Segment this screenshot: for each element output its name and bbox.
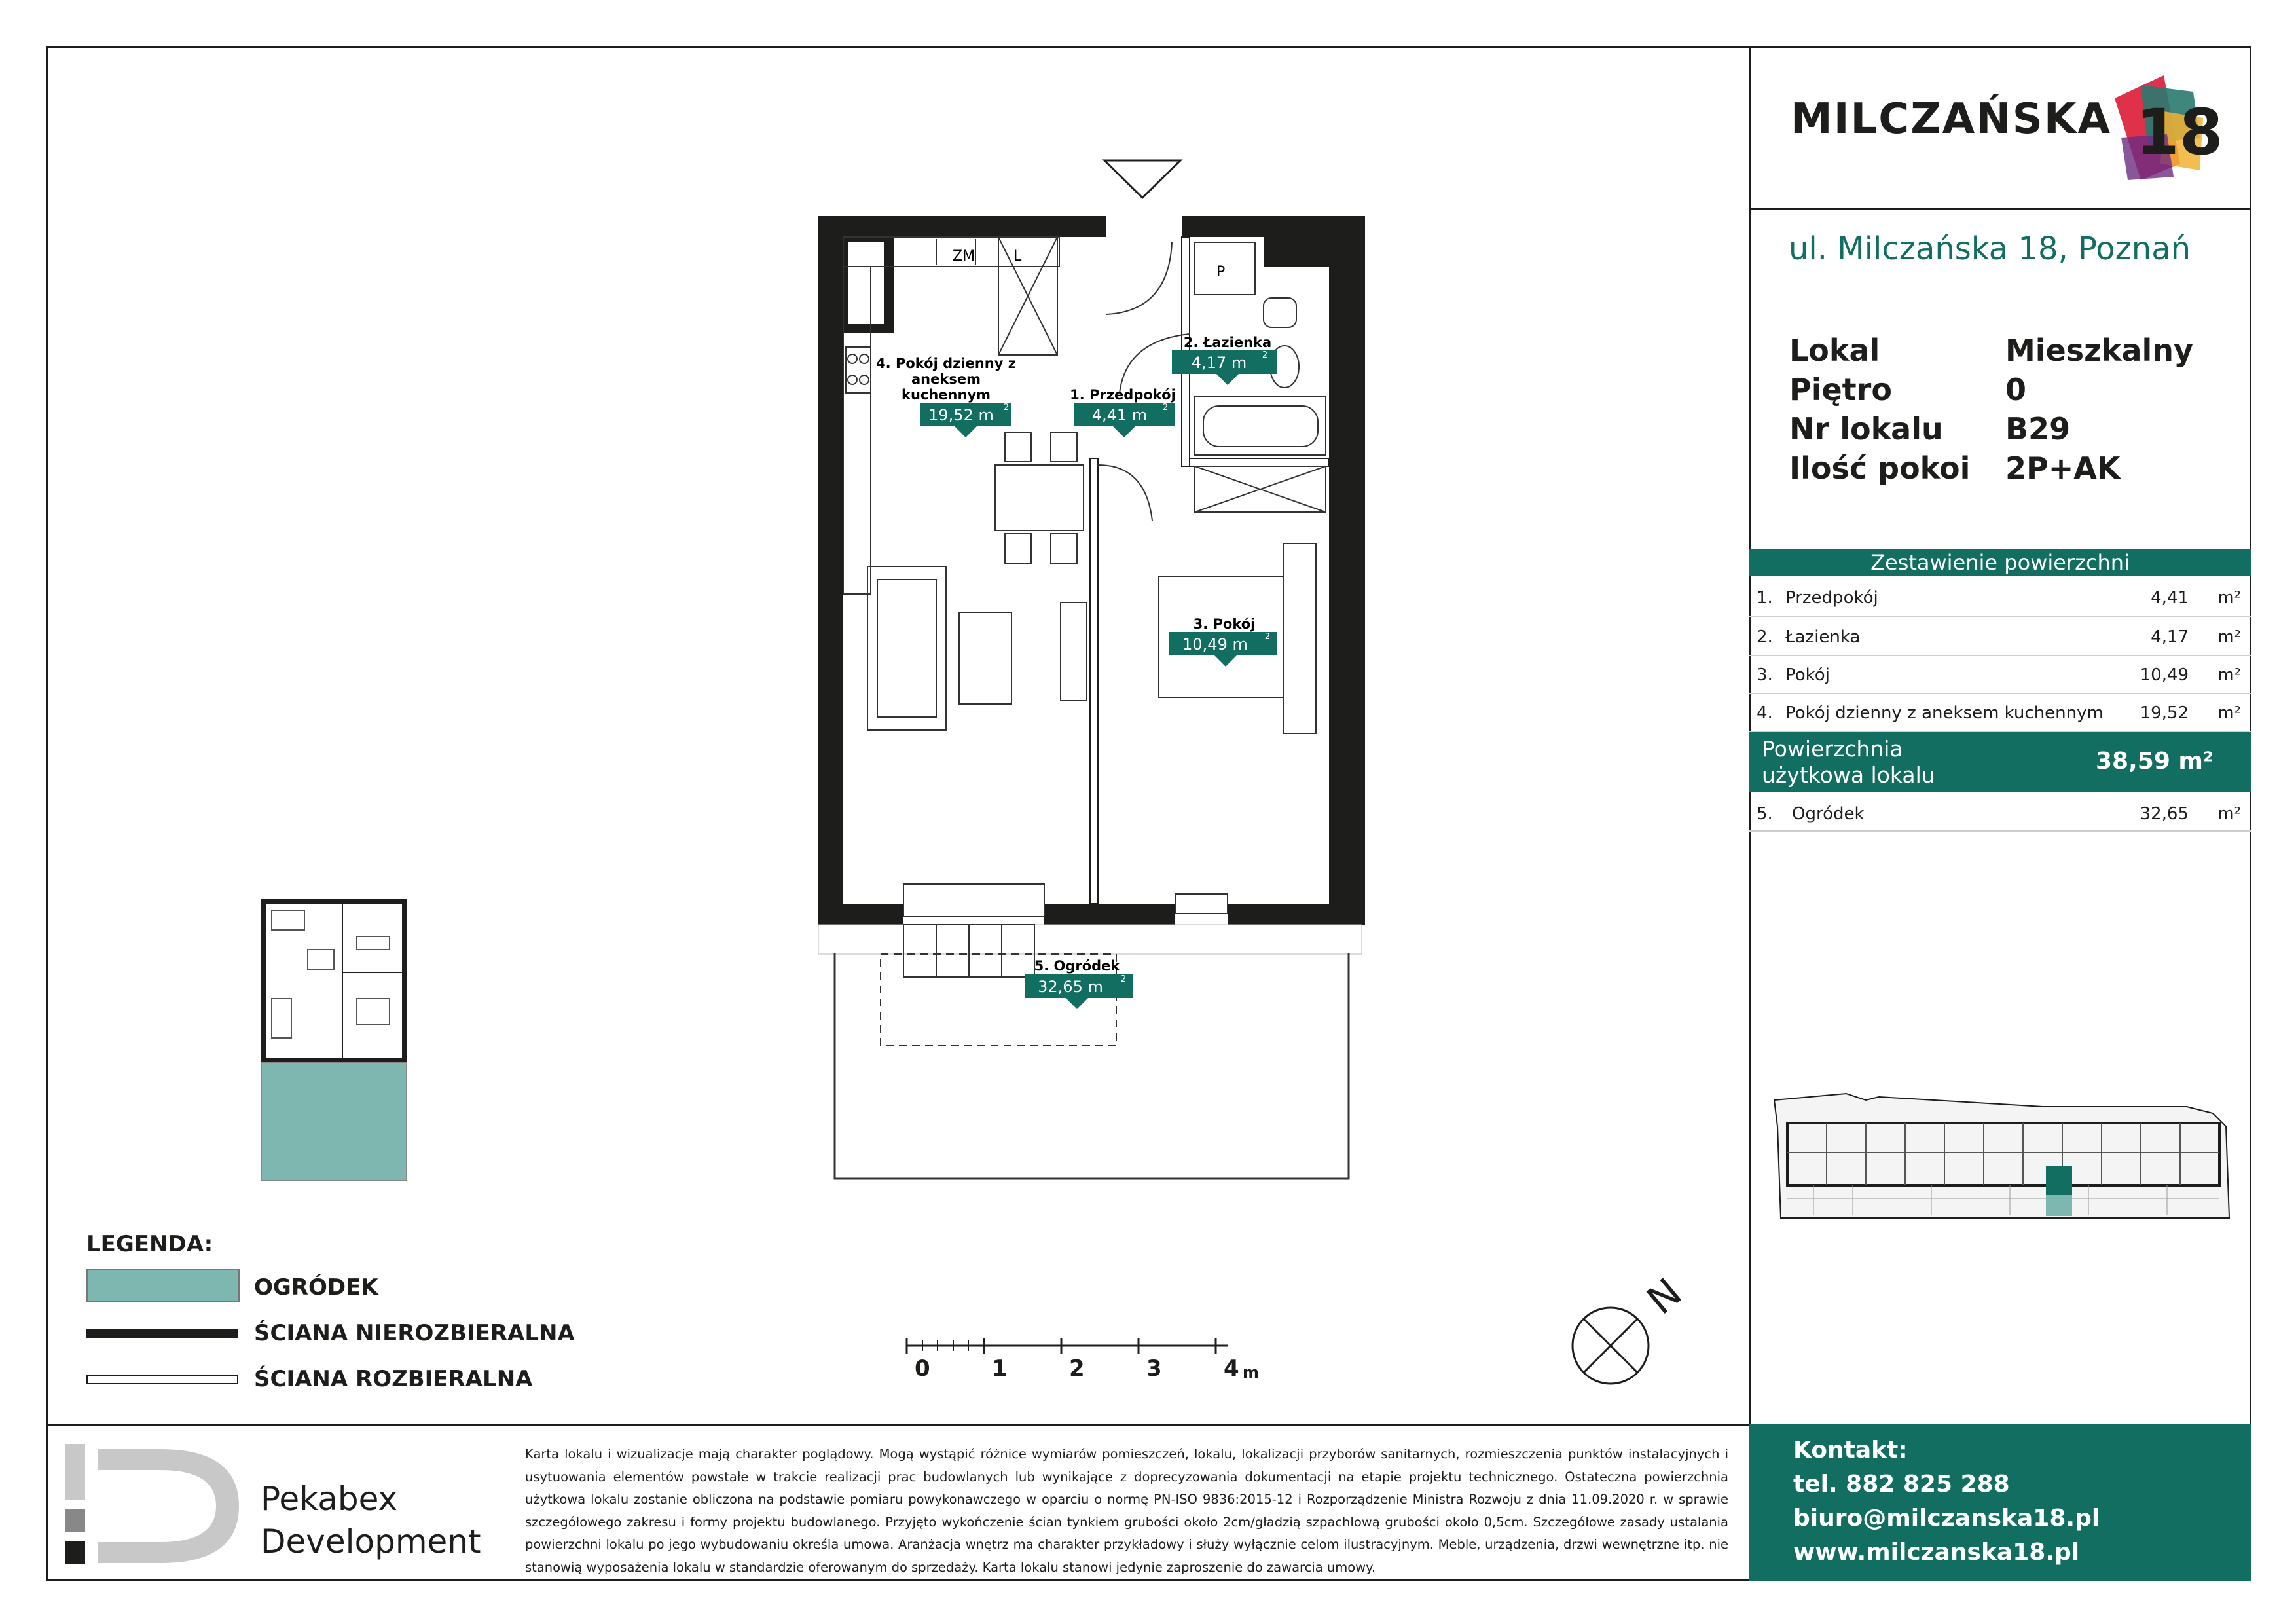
- legend-partition-label: ŚCIANA ROZBIERALNA: [254, 1366, 533, 1392]
- contact-box: [1749, 1424, 2251, 1581]
- summary-row-no: 4.: [1757, 703, 1773, 723]
- info-value-nr: B29: [2005, 411, 2071, 447]
- scale-unit: m: [1243, 1363, 1260, 1382]
- summary-row-name: Przedpokój: [1785, 588, 1878, 608]
- summary-row-no: 1.: [1757, 588, 1773, 608]
- disclaimer: Karta lokalu i wizualizacje mają charakter poglądowy. Mogą wystąpić różnice wymiarów pomieszczeń, lokalu, lokalizacji przyborów sanitarnych, rozmieszczenia punktów instalacyjnych i usytuowania elementów powstałe w trakcie realizacji prac budowlanych lub wynikające z doprecyzowania dokumentacji na etapie projektu technicznego. Ostateczna powierzchnia użytkowa lokalu zostanie obliczona na podstawie pomiaru powykonawczego w oparciu o normę PN-ISO 9836:2015-12 i Rozporządzenie Ministra Rozwoju z dnia 11.09.2020 r. w sprawie szczegółowego zakresu i formy projektu budowlanego. Przyjęto wykończenie ścian tynkiem grubości około 2cm/gładzią szpachlową grubości około 0,5cm. Szczegółowe zasady ustalania powierzchni lokalu po jego wybudowaniu określa umowa. Aranżacja wnętrz ma charakter przykładowy i służy wyłącznie celom ilustracyjnym. Meble, urządzenia, drzwi wewnętrzne itp. nie stanowią wyposażenia lokalu w standardzie oferowanym do sprzedaży. Karta lokalu stanowi jedynie zaproszenie do zawarcia umowy.: [525, 1447, 1728, 1575]
- washing-machine-label: ZM: [953, 248, 975, 265]
- brand-logo-number: 18: [2136, 96, 2223, 169]
- legend-garden-swatch: [86, 1269, 240, 1302]
- summary-row-area: 4,17: [2151, 627, 2189, 647]
- legend-partition-swatch: [86, 1375, 238, 1384]
- contact-phone[interactable]: tel. 882 825 288: [1793, 1471, 2010, 1498]
- room1-area-superscript: 2: [1162, 403, 1169, 413]
- building-key-plan: [1768, 1087, 2239, 1231]
- pekabex-logo-icon: [62, 1444, 252, 1565]
- address: ul. Milczańska 18, Poznań: [1789, 231, 2191, 267]
- info-label-pokoje: Ilość pokoi: [1789, 451, 1971, 486]
- summary-row-unit: m²: [2217, 703, 2241, 723]
- logo-divider: [1749, 208, 2251, 210]
- room4-area: 19,52 m: [928, 406, 994, 424]
- info-label-lokal: Lokal: [1789, 333, 1880, 368]
- total-value: 38,59 m²: [2096, 748, 2214, 775]
- summary-row-unit: m²: [2217, 665, 2241, 685]
- summary-row-no: 2.: [1757, 627, 1773, 647]
- summary-row-area: 19,52: [2140, 703, 2189, 723]
- room3-area-superscript: 2: [1264, 632, 1271, 642]
- total-label-2: użytkowa lokalu: [1762, 762, 1935, 788]
- contact-title: Kontakt:: [1793, 1437, 1908, 1464]
- brand-logo-mark: [2102, 72, 2223, 183]
- room5-area-superscript: 2: [1120, 974, 1127, 984]
- info-value-lokal: Mieszkalny: [2005, 333, 2194, 368]
- summary-row-area: 4,41: [2151, 588, 2189, 608]
- summary-row: [1749, 617, 2251, 656]
- north-label: N: [1638, 1269, 1691, 1324]
- floor-plan: [818, 151, 1362, 1192]
- scale-tick-1: 1: [992, 1356, 1008, 1382]
- compass-icon: [1568, 1303, 1653, 1388]
- entrance-icon: [1104, 160, 1180, 198]
- room5-name: 5. Ogródek: [1034, 958, 1120, 974]
- scale-tick-2: 2: [1069, 1356, 1085, 1382]
- room2-name: 2. Łazienka: [1183, 335, 1272, 350]
- info-label-pietro: Piętro: [1789, 372, 1892, 407]
- scale-tick-3: 3: [1146, 1356, 1162, 1382]
- summary-row-unit: m²: [2217, 804, 2241, 824]
- summary-row-unit: m²: [2217, 627, 2241, 647]
- room2-area: 4,17 m: [1191, 354, 1247, 372]
- summary-row-area: 32,65: [2140, 804, 2189, 824]
- room3-area: 10,49 m: [1182, 635, 1248, 654]
- legend-garden-label: OGRÓDEK: [254, 1274, 378, 1301]
- brand-name: MILCZAŃSKA: [1791, 95, 2111, 143]
- info-label-nr: Nr lokalu: [1789, 411, 1943, 447]
- summary-row-no: 3.: [1757, 665, 1773, 685]
- room4-name: 4. Pokój dzienny z: [876, 356, 1016, 371]
- room2-area-superscript: 2: [1262, 350, 1268, 360]
- summary-row-name: Pokój dzienny z aneksem kuchennym: [1785, 703, 2104, 723]
- legend-load-wall-swatch: [86, 1329, 238, 1338]
- legend-title: LEGENDA:: [86, 1231, 213, 1257]
- developer-name-1: Pekabex: [261, 1480, 398, 1518]
- room1-area: 4,41 m: [1091, 406, 1148, 424]
- legend-load-wall-label: ŚCIANA NIEROZBIERALNA: [254, 1320, 575, 1346]
- summary-row-garden: [1749, 794, 2251, 832]
- summary-row-name: Pokój: [1785, 665, 1830, 685]
- room4-name: aneksem: [911, 371, 981, 387]
- water-heater-label: P: [1216, 264, 1226, 280]
- summary-title: Zestawienie powierzchni: [1749, 549, 2251, 576]
- info-value-pokoje: 2P+AK: [2005, 451, 2121, 486]
- contact-email[interactable]: biuro@milczanska18.pl: [1793, 1505, 2100, 1532]
- developer-name-2: Development: [261, 1522, 481, 1560]
- total-label-1: Powierzchnia: [1762, 736, 1903, 762]
- summary-row-name: Ogródek: [1792, 804, 1865, 824]
- room3-name: 3. Pokój: [1193, 616, 1256, 632]
- room5-area: 32,65 m: [1038, 978, 1103, 996]
- scale-bar: [900, 1333, 1241, 1359]
- summary-row: [1749, 693, 2251, 732]
- summary-row-unit: m²: [2217, 588, 2241, 608]
- summary-row-name: Łazienka: [1785, 627, 1861, 647]
- room4-area-superscript: 2: [1003, 403, 1010, 413]
- room1-name: 1. Przedpokój: [1070, 387, 1176, 403]
- summary-row-no: 5.: [1757, 804, 1773, 824]
- summary-row: [1749, 655, 2251, 694]
- thumbnail-plan: [259, 900, 412, 1185]
- fridge-label: L: [1013, 248, 1022, 265]
- room4-name: kuchennym: [901, 387, 991, 403]
- key-plan-unit-highlight: [2046, 1166, 2072, 1195]
- contact-website[interactable]: www.milczanska18.pl: [1793, 1539, 2080, 1566]
- summary-total: [1749, 732, 2251, 792]
- summary-row: [1749, 578, 2251, 617]
- summary-row-area: 10,49: [2140, 665, 2189, 685]
- scale-tick-4: 4: [1224, 1356, 1239, 1382]
- info-value-pietro: 0: [2005, 372, 2027, 407]
- scale-tick-0: 0: [915, 1356, 930, 1382]
